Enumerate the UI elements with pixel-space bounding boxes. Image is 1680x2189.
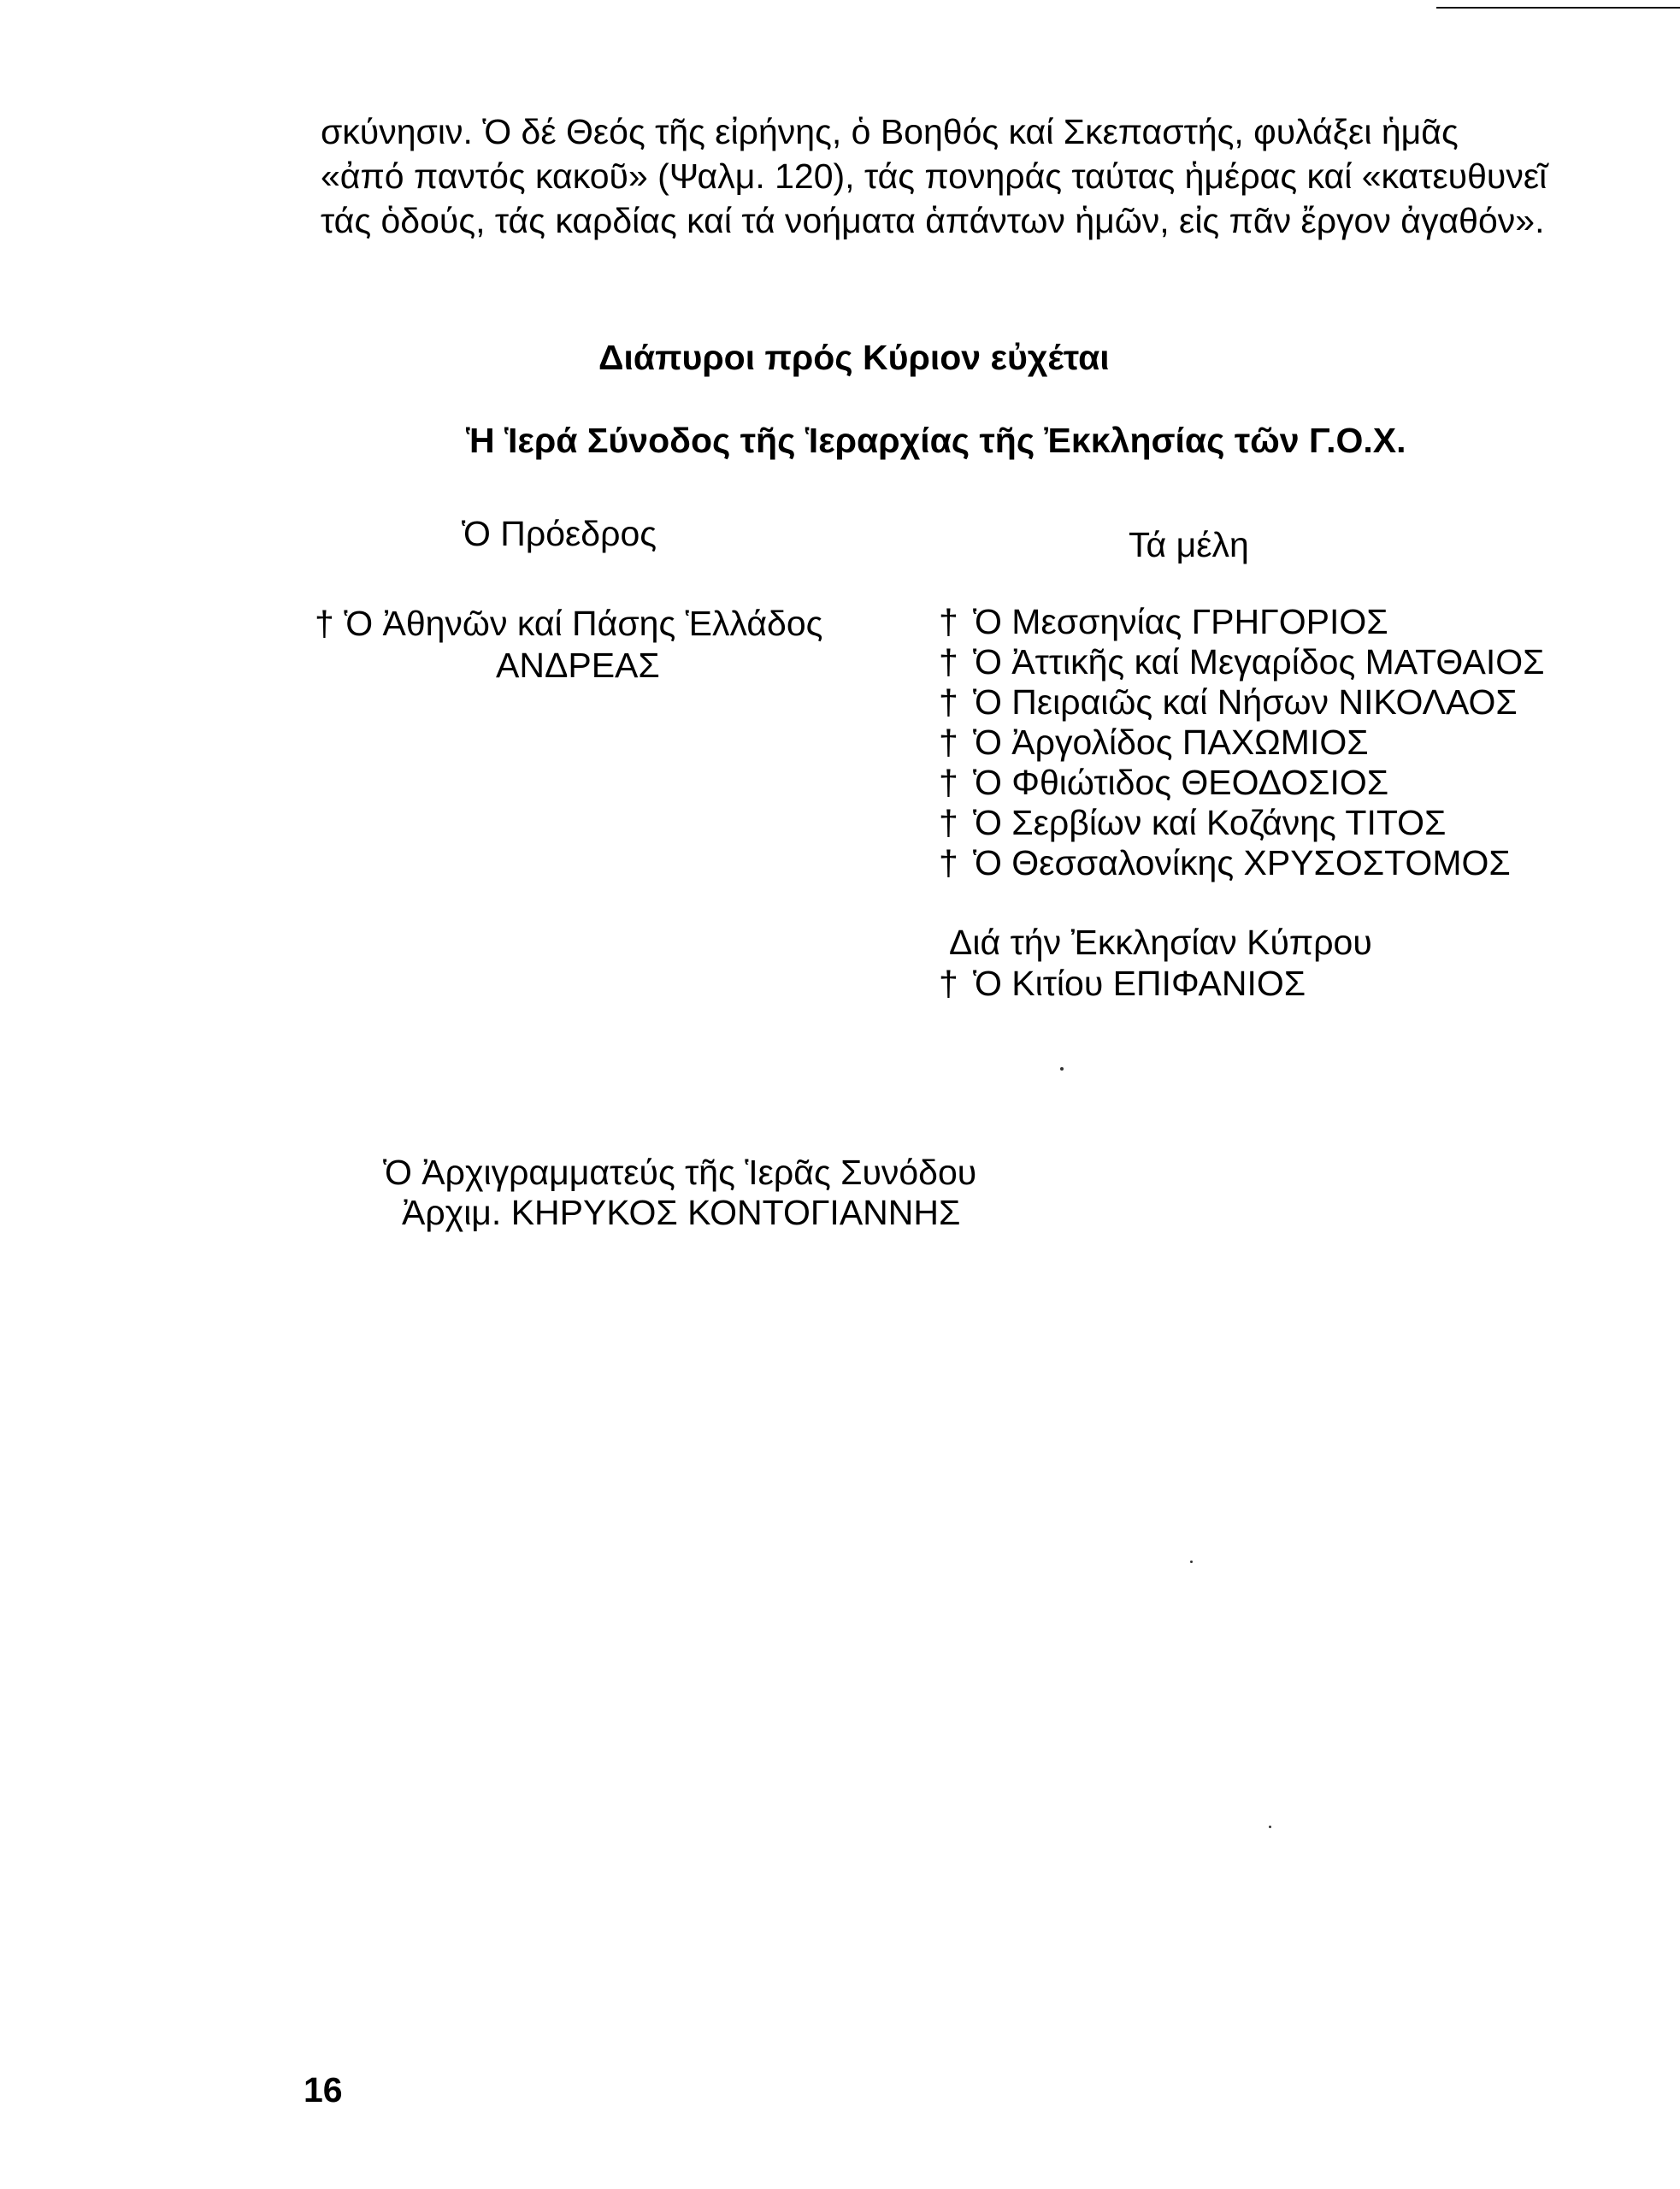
member-name: Ὁ Σερβίων καί Κοζάνης ΤΙΤΟΣ [973,803,1447,842]
list-item [939,602,1545,642]
members-heading: Τά μέλη [1129,525,1249,564]
president-heading: Ὁ Πρόεδρος [462,514,657,553]
list-item [939,843,1545,883]
list-item [939,723,1545,763]
scan-speck [1190,1561,1193,1563]
intro-line-3: τάς ὁδούς, τάς καρδίας καί τά νοήματα ἁπάντων ἡμῶν, εἰς πᾶν ἔργον ἀγαθόν». [321,201,1545,240]
cross-icon: † [939,682,958,722]
list-item [939,803,1545,843]
cyprus-heading: Διά τήν Ἐκκλησίαν Κύπρου [949,923,1372,962]
secretary-title: Ὁ Ἀρχιγραμματεύς τῆς Ἱερᾶς Συνόδου [383,1153,977,1192]
intro-line-1: σκύνησιν. Ὁ δέ Θεός τῆς εἰρήνης, ὁ Βοηθός καί Σκεπαστής, φυλάξει ἡμᾶς [321,112,1459,151]
list-item [939,682,1545,723]
member-name: Ὁ Πειραιῶς καί Νήσων ΝΙΚΟΛΑΟΣ [973,682,1518,722]
secretary-name: Ἀρχιμ. ΚΗΡΥΚΟΣ ΚΟΝΤΟΓΙΑΝΝΗΣ [402,1193,961,1232]
scan-speck [1269,1826,1271,1828]
list-item [939,642,1545,682]
scan-speck [1060,1067,1064,1071]
members-list [939,602,1545,883]
cross-icon: † [939,723,958,762]
member-name: Ὁ Μεσσηνίας ΓΡΗΓΟΡΙΟΣ [973,602,1388,641]
member-name: Ὁ Κιτίου ΕΠΙΦΑΝΙΟΣ [973,964,1306,1003]
list-item [939,763,1545,803]
cross-icon: † [939,763,958,802]
intro-line-2: «ἀπό παντός κακοῦ» (Ψαλμ. 120), τάς πονηράς ταύτας ἡμέρας καί «κατευθυνεῖ [321,156,1547,196]
member-name: Ὁ Φθιώτιδος ΘΕΟΔΟΣΙΟΣ [973,763,1389,802]
top-edge-rule [1436,7,1680,9]
member-name: Ὁ Ἀττικῆς καί Μεγαρίδος ΜΑΤΘΑΙΟΣ [973,642,1545,681]
cross-icon: † [939,803,958,842]
president-name: ΑΝΔΡΕΑΣ [496,646,660,685]
synod-line: Ἡ Ἱερά Σύνοδος τῆς Ἱεραρχίας τῆς Ἐκκλησίας τῶν Γ.Ο.Χ. [466,421,1406,460]
cross-icon: † [939,964,958,1003]
president-see: † Ὁ Ἀθηνῶν καί Πάσης Ἑλλάδος [315,604,823,643]
cyprus-member [939,961,1306,1006]
page-number: 16 [304,2070,343,2109]
prayer-line: Διάπυροι πρός Κύριον εὐχέται [598,338,1110,377]
cross-icon: † [939,843,958,882]
intro-paragraph [321,109,1560,243]
cross-icon: † [939,602,958,641]
member-name: Ὁ Ἀργολίδος ΠΑΧΩΜΙΟΣ [973,723,1369,762]
cross-icon: † [939,642,958,681]
member-name: Ὁ Θεσσαλονίκης ΧΡΥΣΟΣΤΟΜΟΣ [973,843,1511,882]
